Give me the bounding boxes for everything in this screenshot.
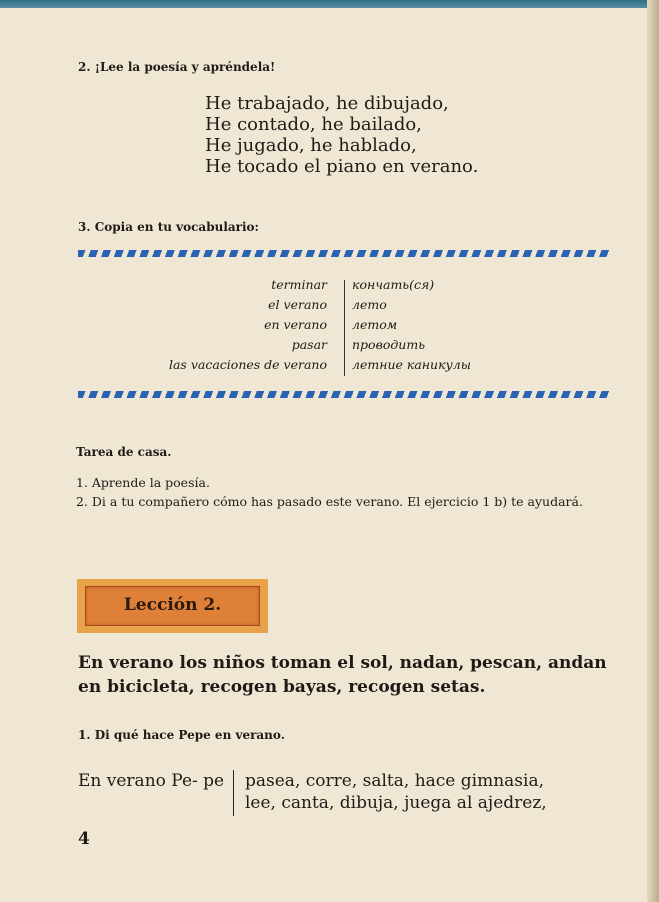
pepe-activities <box>245 770 617 814</box>
pepe-divider <box>233 770 234 816</box>
exercise-3-title: 3. Copia en tu vocabulario: <box>78 220 259 234</box>
vocabulary-row <box>78 294 612 314</box>
activity-line: pasea, corre, salta, hace gimnasia, <box>245 771 544 791</box>
lesson-heading: Lección 2. <box>123 595 222 615</box>
vocabulary-table <box>78 274 612 374</box>
top-stripe-divider <box>78 250 612 257</box>
spanish-word: pasar <box>291 337 327 352</box>
homework-list <box>76 473 616 511</box>
russian-word: лето <box>352 297 387 312</box>
poem <box>205 93 478 177</box>
poem-line: He tocado el piano en verano. <box>205 156 479 177</box>
homework-item: 1. Aprende la poesía. <box>76 475 210 490</box>
vocabulary-row <box>78 354 612 374</box>
spanish-word: las vacaciones de verano <box>168 357 327 372</box>
pepe-subject: En verano Pe- pe <box>78 771 225 791</box>
homework-title: Tarea de casa. <box>76 445 172 459</box>
poem-line: He trabajado, he dibujado, <box>205 93 449 114</box>
lesson-heading-inner <box>85 586 260 626</box>
page-edge-shadow <box>647 0 659 902</box>
vocabulary-row <box>78 274 612 294</box>
poem-line: He jugado, he hablado, <box>205 135 417 156</box>
russian-word: летние каникулы <box>352 357 471 372</box>
exercise-1-title: 1. Di qué hace Pepe en verano. <box>78 728 285 742</box>
russian-word: летом <box>352 317 398 332</box>
lesson-intro-text: En verano los niños toman el sol, nadan, pescan, andan en bicicleta, recogen bayas, recogen setas. <box>78 653 607 697</box>
russian-word: проводить <box>352 337 426 352</box>
spanish-word: el verano <box>268 297 327 312</box>
vocabulary-row <box>78 334 612 354</box>
russian-word: кончать(ся) <box>352 277 435 292</box>
top-edge-band <box>0 0 659 8</box>
spanish-word: terminar <box>271 277 327 292</box>
lesson-heading-box <box>77 579 268 633</box>
poem-line: He contado, he bailado, <box>205 114 422 135</box>
bottom-stripe-divider <box>78 391 612 398</box>
homework-item: 2. Di a tu compañero cómo has pasado este verano. El ejercicio 1 b) te ayudará. <box>76 494 583 509</box>
page-number: 4 <box>78 829 90 849</box>
vocabulary-row <box>78 314 612 334</box>
exercise-2-title: 2. ¡Lee la poesía y apréndela! <box>78 60 276 74</box>
spanish-word: en verano <box>264 317 327 332</box>
activity-line: lee, canta, dibuja, juega al ajedrez, <box>245 793 547 813</box>
